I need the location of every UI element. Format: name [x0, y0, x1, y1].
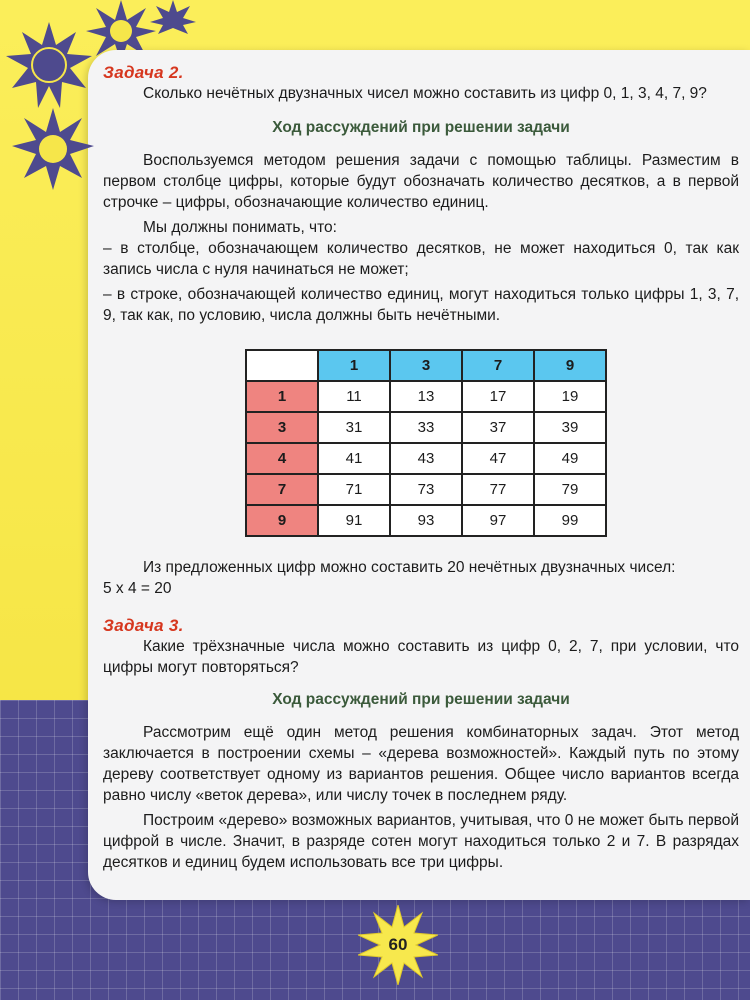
row-header: 4	[246, 443, 318, 474]
table-row	[246, 443, 606, 474]
task2-paragraph-2: Мы должны понимать, что:	[143, 219, 337, 236]
column-header: 9	[534, 350, 606, 381]
task2-title-row	[103, 62, 739, 83]
task3-title: Задача 3.	[103, 616, 184, 635]
task2-bullet-2: – в строке, обозначающей количество единиц, могут находиться только цифры 1, 3, 7, 9, так как, по условию, числа должны быть нечётными.	[103, 286, 739, 324]
row-header: 9	[246, 505, 318, 536]
table-cell: 43	[390, 443, 462, 474]
task2-question: Сколько нечётных двузначных чисел можно составить из цифр 0, 1, 3, 4, 7, 9?	[143, 85, 707, 102]
table-row	[246, 381, 606, 412]
task3-question: Какие трёхзначные числа можно составить из цифр 0, 2, 7, при условии, что цифры могут повторяться?	[103, 638, 739, 676]
table-row	[246, 505, 606, 536]
table-cell: 49	[534, 443, 606, 474]
task2-bullet-1: – в столбце, обозначающем количество десятков, не может находиться 0, так как запись числа с нуля начинаться не может;	[103, 240, 739, 278]
star-decoration-icon	[12, 108, 94, 190]
task2-paragraph-1: Воспользуемся методом решения задачи с помощью таблицы. Разместим в первом столбце цифры, которые будут обозначать количество десятков, а в первой строчке – цифры, обозначающие количество единиц.	[103, 152, 739, 211]
column-header: 3	[390, 350, 462, 381]
table-cell: 91	[318, 505, 390, 536]
table-header-row	[246, 350, 606, 381]
table-cell: 97	[462, 505, 534, 536]
table-cell: 99	[534, 505, 606, 536]
table-row	[246, 412, 606, 443]
task3-reasoning-heading: Ход рассуждений при решении задачи	[272, 691, 570, 708]
task2-conclusion: Из предложенных цифр можно составить 20 нечётных двузначных чисел:	[143, 559, 676, 576]
task3-paragraph-2: Построим «дерево» возможных вариантов, учитывая, что 0 не может быть первой цифрой в числе. Значит, в разряде сотен могут находиться только 2 и 7. В разрядах десятков и единиц будем использовать все три цифры.	[103, 812, 739, 871]
digits-table	[245, 349, 607, 537]
table-row	[246, 474, 606, 505]
row-header: 3	[246, 412, 318, 443]
table-cell: 11	[318, 381, 390, 412]
table-cell: 41	[318, 443, 390, 474]
column-header: 7	[462, 350, 534, 381]
task2-title: Задача 2.	[103, 63, 184, 82]
column-header: 1	[318, 350, 390, 381]
page-content	[103, 62, 739, 873]
page-number-badge	[358, 905, 438, 985]
task2-reasoning-heading: Ход рассуждений при решении задачи	[272, 119, 570, 136]
sun-decoration-icon	[4, 20, 94, 110]
table-cell: 31	[318, 412, 390, 443]
table-cell: 93	[390, 505, 462, 536]
table-cell: 19	[534, 381, 606, 412]
table-cell: 73	[390, 474, 462, 505]
row-header: 7	[246, 474, 318, 505]
table-corner-cell	[246, 350, 318, 381]
task3-paragraph-1: Рассмотрим ещё один метод решения комбинаторных задач. Этот метод заключается в построении схемы – «дерева возможностей». Каждый путь по этому дереву соответствует одному из вариантов решения. Общее число вариантов всегда равно числу «веток дерева», или числу точек в последнем ряду.	[103, 724, 739, 804]
table-cell: 39	[534, 412, 606, 443]
table-cell: 47	[462, 443, 534, 474]
task3-title-row	[103, 615, 739, 636]
table-cell: 37	[462, 412, 534, 443]
table-cell: 71	[318, 474, 390, 505]
star-decoration-icon	[150, 0, 196, 34]
table-cell: 79	[534, 474, 606, 505]
task2-formula: 5 x 4 = 20	[103, 580, 172, 597]
page-number: 60	[388, 935, 408, 954]
table-cell: 13	[390, 381, 462, 412]
row-header: 1	[246, 381, 318, 412]
table-cell: 17	[462, 381, 534, 412]
table-cell: 33	[390, 412, 462, 443]
table-cell: 77	[462, 474, 534, 505]
